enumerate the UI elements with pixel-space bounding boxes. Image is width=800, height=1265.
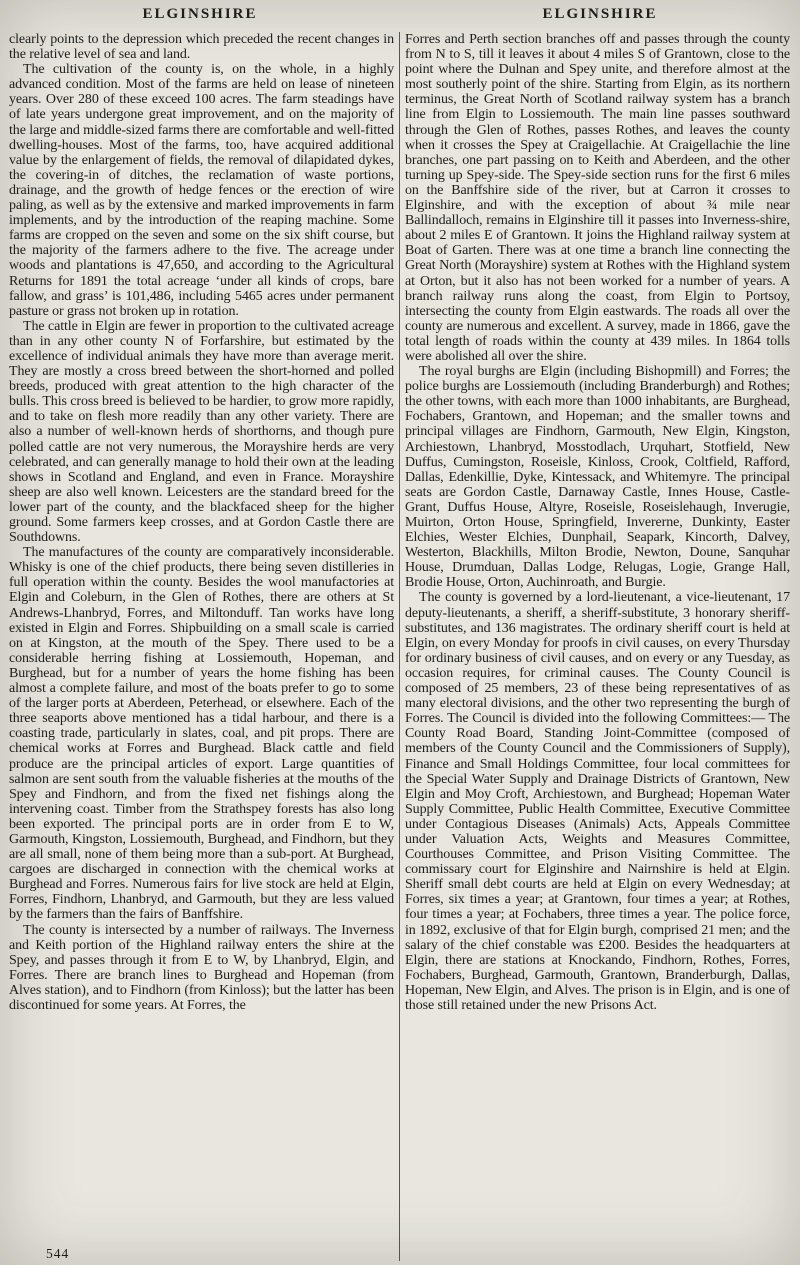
paragraph-burghs: The royal burghs are Elgin (including Bishopmill) and Forres; the police burghs are Lossiemouth (including Branderburgh) and Rothes; the other towns, with each more than 1000 inhabitants, are Burghead, Fochabers, Grantown, and Hopeman; and the smaller towns and principal villages are Findhorn, Garmouth, New Elgin, Kingston, Archiestown, Lhanbryd, Mosstodlach, Urquhart, Stotfield, New Duffus, Cumingston, Roseisle, Kinloss, Crook, Coltfield, Rafford, Dallas, Edenkillie, Dyke, Kintessack, and Whitemyre. The principal seats are Gordon Castle, Darnaway Castle, Innes House, Castle-Grant, Duffus House, Altyre, Roseisle, Roseislehaugh, Inverugie, Muirton, Orton House, Springfield, Invererne, Dunkinty, Easter Elchies, Wester Elchies, Dunphail, Seapark, Kincorth, Dalvey, Westerton, Blackhills, Milton Brodie, Newton, Doune, Sanquhar House, Drumduan, Dallas Lodge, Relugas, Logie, Grange Hall, Brodie House, Orton, Auchinroath, and Burgie. (405, 364, 790, 591)
left-column (9, 32, 394, 1261)
page-number: 544 (46, 1246, 70, 1261)
paragraph-cultivation: The cultivation of the county is, on the whole, in a highly advanced condition. Most of the farms are held on lease of nineteen years. Over 280 of these exceed 100 acres. The farm steadings have of late years undergone great improvement, and on the majority of the large and middle-sized farms there are comfortable and well-fitted dwelling-houses. Most of the farms, too, have acquired additional value by the enlargement of fields, the removal of dilapidated dykes, the covering-in of ditches, the reclamation of waste portions, drainage, and the growth of hedge fences or the erection of wire paling, as well as by the extensive and marked improvements in farm implements, and by the introduction of the reaping machine. Some farms are cropped on the seven and some on the six shift course, but the majority of the farmers adhere to the five. The acreage under woods and plantations is 47,650, and according to the Agricultural Returns for 1891 the total acreage ‘under all kinds of crops, bare fallow, and grass’ is 101,486, including 5465 acres under permanent pasture or grass not broken up in rotation. (9, 62, 394, 319)
text-columns (0, 28, 800, 1261)
paragraph-manufactures: The manufactures of the county are comparatively inconsiderable. Whisky is one of the chief products, there being seven distilleries in full operation within the county. Besides the wool manufactories at Elgin and Coleburn, in the Glen of Rothes, there are others at St Andrews-Lhanbryd, Forres, and Miltonduff. Tan works have long existed in Elgin and Forres. Shipbuilding on a small scale is carried on at Kingston, at the mouth of the Spey. There used to be a considerable herring fishing at Lossiemouth, Hopeman, and Burghead, but for a number of years the home fishing has been almost a complete failure, and most of the boats prefer to go to some of the larger ports at Aberdeen, Peterhead, or elsewhere. Each of the three seaports above mentioned has a tidal harbour, and there is a coasting trade, particularly in slates, coal, and pit props. There are chemical works at Forres and Burghead. Black cattle and field produce are the principal articles of export. Large quantities of salmon are sent south from the valuable fisheries at the mouths of the Spey and Findhorn, and from the fixed net fishings along the intervening coast. Timber from the Strathspey forests has also long been exported. The principal ports are in order from E to W, Garmouth, Kingston, Lossiemouth, Burghead, and Findhorn, but they are all small, none of them being more than a sub-port. At Burghead, cargoes are discharged in connection with the chemical works at Burghead and Forres. Numerous fairs for live stock are held at Elgin, Forres, Findhorn, Lhanbryd, and Garmouth, but they are less valued by the farmers than the fairs of Banffshire. (9, 545, 394, 923)
running-head-left: ELGINSHIRE (142, 6, 258, 22)
running-heads (0, 0, 800, 28)
paragraph-railways: The county is intersected by a number of railways. The Inverness and Keith portion of the Highland railway enters the shire at the Spey, and passes through it from E to W, by Lhanbryd, Elgin, and Forres. There are branch lines to Burghead and Hopeman (from Alves station), and to Findhorn (from Kinloss); but the latter has been discontinued for some years. At Forres, the (9, 922, 394, 1013)
paragraph-government: The county is governed by a lord-lieutenant, a vice-lieutenant, 17 deputy-lieutenants, a sheriff, a sheriff-substitute, 3 honorary sheriff-substitutes, and 136 magistrates. The ordinary sheriff court is held at Elgin, on every Monday for proofs in civil causes, on every Thursday for ordinary business of civil causes, and on every or any Tuesday, as occasion requires, for criminal causes. The County Council is composed of 25 members, 23 of these being representatives of as many electoral divisions, and the other two representing the burgh of Forres. The Council is divided into the following Committees:— The County Road Board, Standing Joint-Committee (composed of members of the County Council and the Commissioners of Supply), Finance and Small Holdings Committee, four local committees for the Special Water Supply and Drainage Districts of Grantown, New Elgin and Moy Croft, Archiestown, and Burghead; Hopeman Water Supply Committee, Public Health Committee, Executive Committee under Contagious Diseases (Animals) Acts, Appeals Committee under Valuation Acts, Weights and Measures Committee, Courthouses Committee, and Prison Visiting Committee. The commissary court for Elginshire and Nairnshire is held at Elgin. Sheriff small debt courts are held at Elgin on every Wednesday; at Forres, six times a year; at Grantown, four times a year; at Rothes, four times a year; at Fochabers, three times a year. The police force, in 1892, exclusive of that for Elgin burgh, comprised 21 men; and the salary of the chief constable was £200. Besides the headquarters at Elgin, there are stations at Knockando, Findhorn, Rothes, Forres, Fochabers, Burghead, Garmouth, Grantown, Branderburgh, Dallas, Hopeman, New Elgin, and Alves. The prison is in Elgin, and is one of those still retained under the new Prisons Act. (405, 590, 790, 1013)
right-column (405, 32, 790, 1261)
paragraph-railways-continued: Forres and Perth section branches off and passes through the county from N to S, till it leaves it about 4 miles S of Grantown, close to the point where the Dulnan and Spey unite, and therefore almost at the most southerly point of the shire. Starting from Elgin, as its northern terminus, the Great North of Scotland railway system has a branch line from Elgin to Lossiemouth. The main line passes southward through the Glen of Rothes, passes Rothes, and leaves the county when it crosses the Spey at Craigellachie. At Craigellachie the line branches, one part passing on to Keith and Aberdeen, and the other turning up Spey-side. The Spey-side section runs for the first 6 miles on the Banffshire side of the river, but at Carron it crosses to Elginshire, and with the exception of about ¾ mile near Ballindalloch, remains in Elginshire till it passes into Inverness-shire, about 2 miles E of Grantown. It joins the Highland railway system at Boat of Garten. There was at one time a branch line connecting the Great North (Morayshire) system at Rothes with the Highland system at Orton, but it also has not been worked for a number of years. A branch railway runs along the coast, from Elgin to Portsoy, intersecting the county from Elgin eastwards. The roads all over the county are numerous and excellent. A survey, made in 1866, gave the total length of roads within the county at 439 miles. In 1864 tolls were abolished all over the shire. (405, 32, 790, 364)
running-head-right: ELGINSHIRE (542, 6, 658, 22)
column-divider (399, 32, 400, 1261)
paragraph-continuation: clearly points to the depression which preceded the recent changes in the relative level of sea and land. (9, 32, 394, 63)
paragraph-cattle: The cattle in Elgin are fewer in proportion to the cultivated acreage than in any other county N of Forfarshire, but estimated by the excellence of individual animals they have more than average merit. They are mostly a cross breed between the short-horned and polled breeds, produced with great attention to the high character of the bulls. This cross breed is believed to be hardier, to grow more rapidly, and to take on flesh more readily than any other variety. There are also a number of well-known herds of shorthorns, and though pure polled cattle are not very numerous, the Morayshire herds are very celebrated, and can generally manage to hold their own at the leading shows in Scotland and England, and even in France. Morayshire sheep are also well known. Leicesters are the standard breed for the lower part of the county, and the blackfaced sheep for the higher ground. Some farmers keep crosses, and at Gordon Castle there are Southdowns. (9, 318, 394, 546)
